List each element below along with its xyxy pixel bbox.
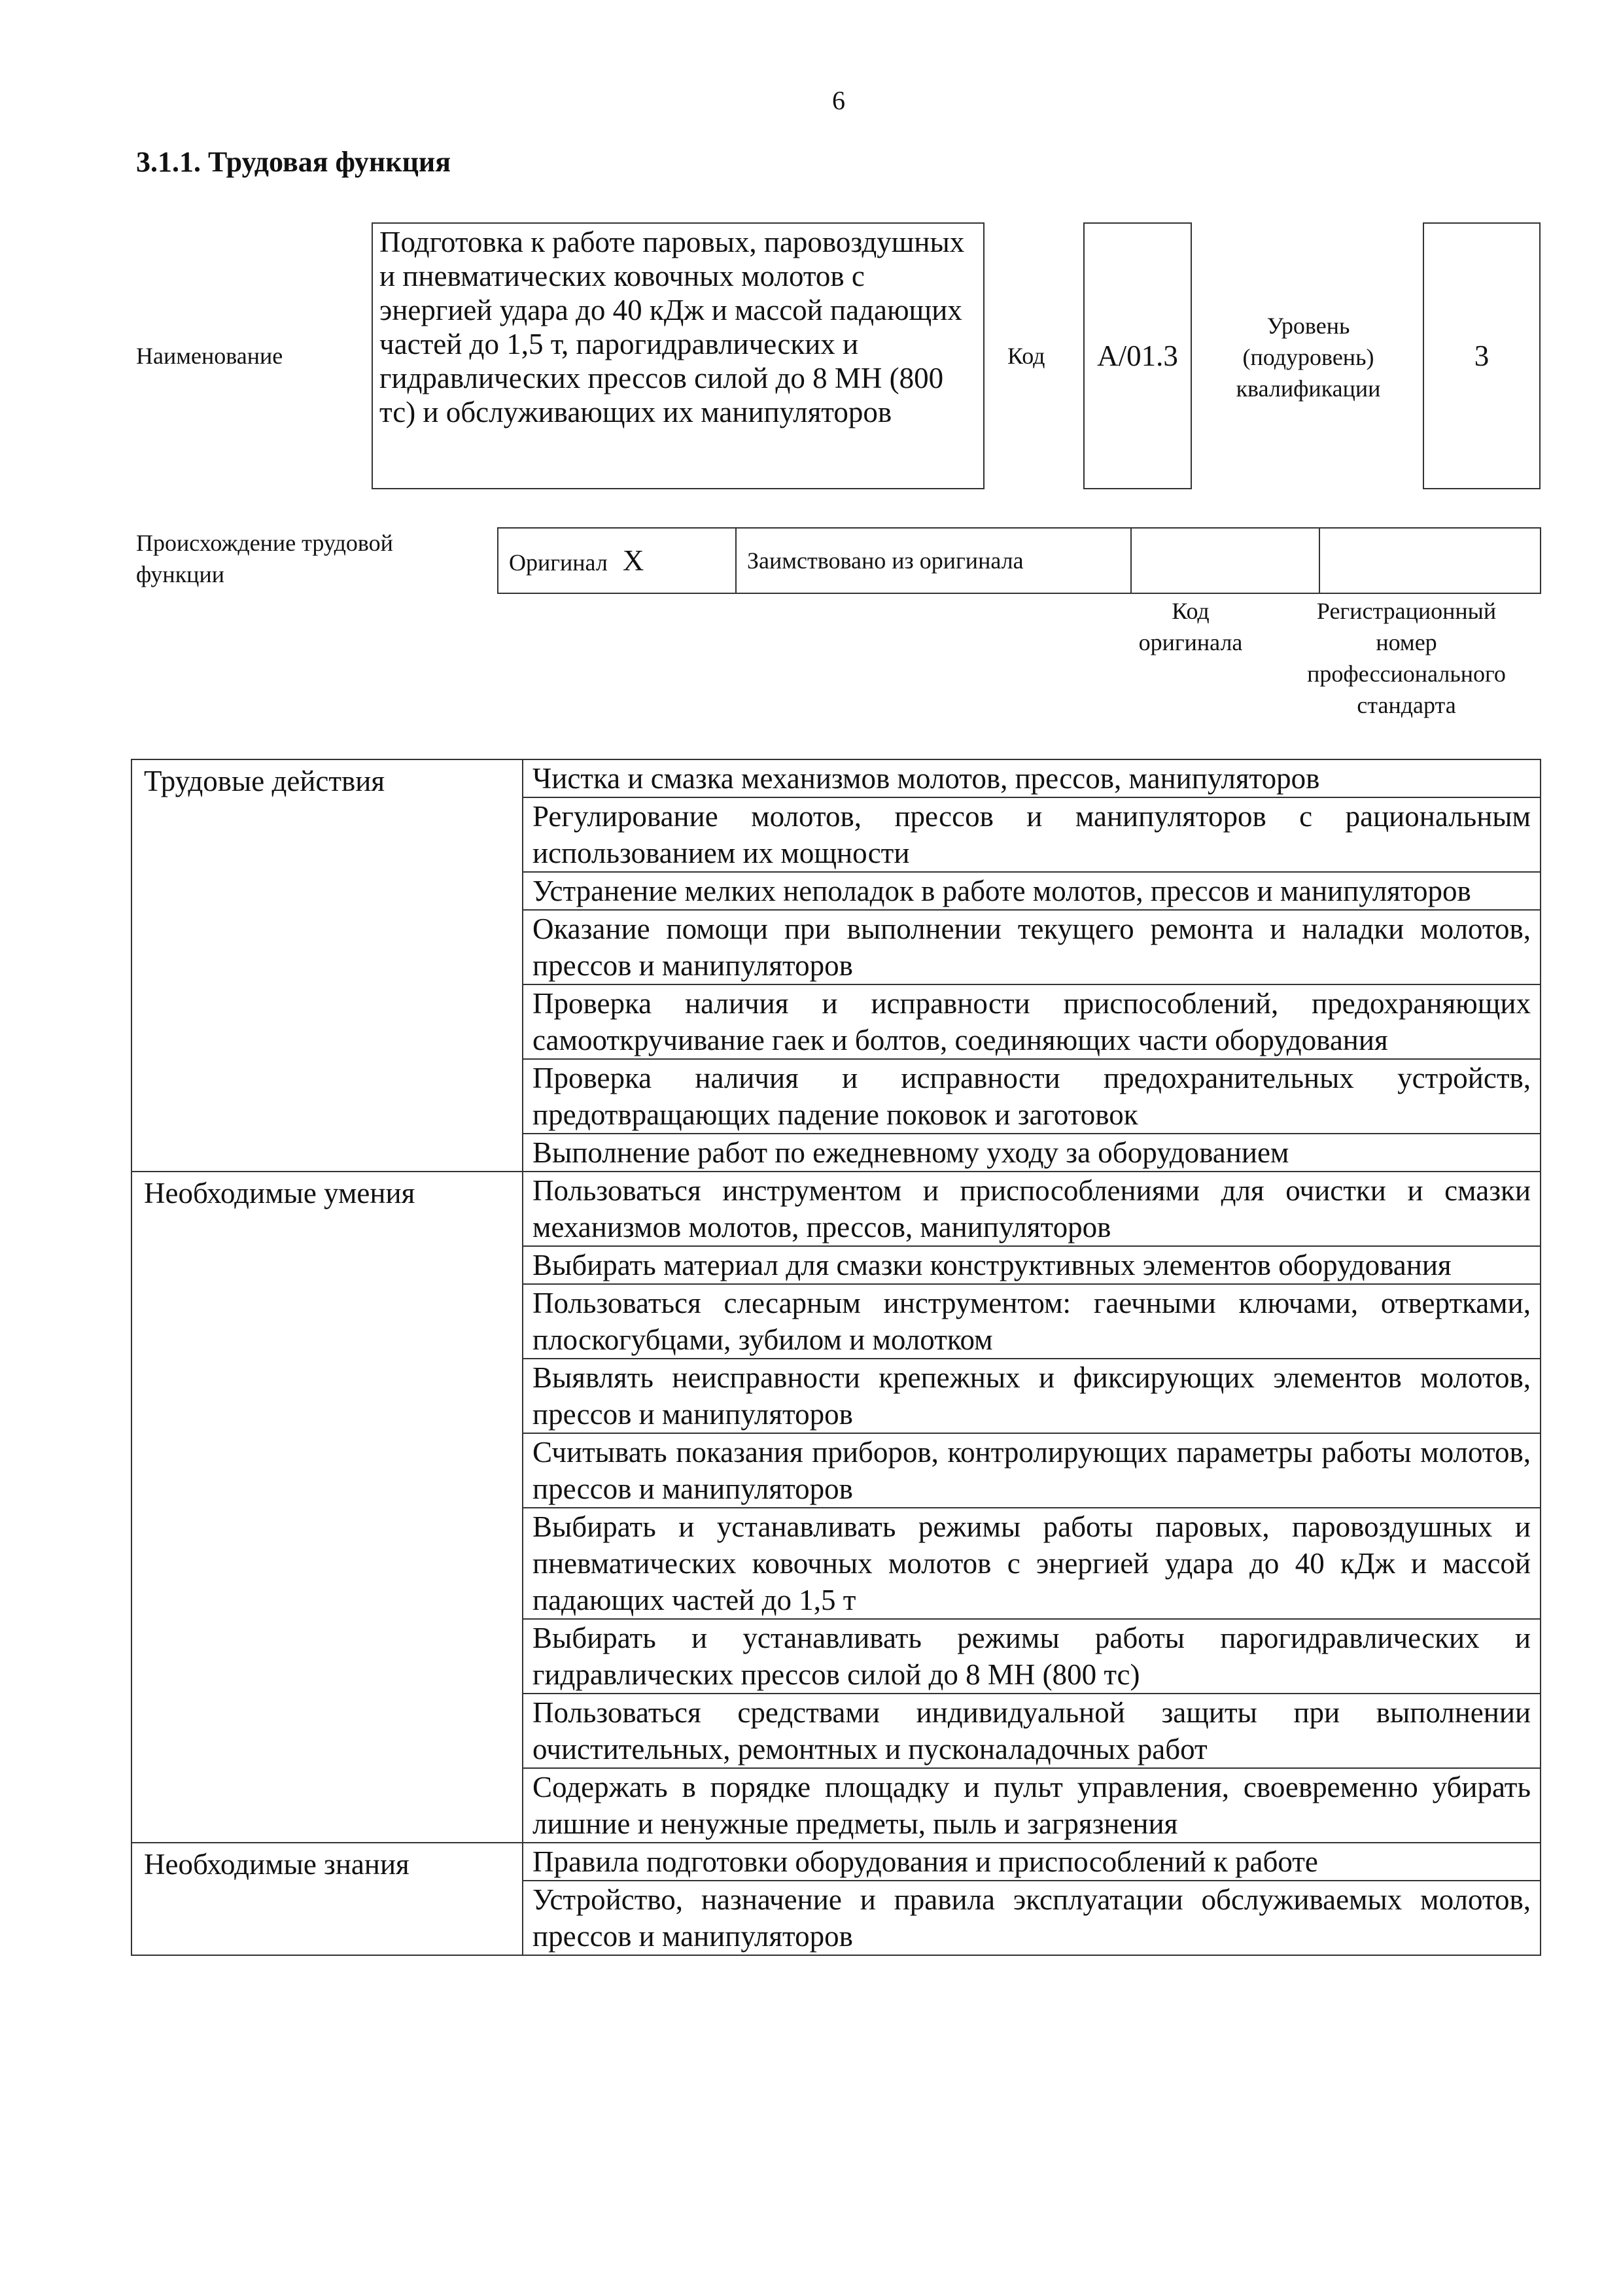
code-value: А/01.3 xyxy=(1097,339,1178,372)
labor-actions-item: Чистка и смазка механизмов молотов, прессов, манипуляторов xyxy=(523,759,1541,797)
original-mark: Х xyxy=(622,544,644,577)
reg-caption-line-3: профессионального xyxy=(1307,661,1506,687)
required-skills-item: Пользоваться слесарным инструментом: гаечными ключами, отвертками, плоскогубцами, зубилом и молотком xyxy=(523,1284,1541,1359)
required-skills-item: Пользоваться инструментом и приспособлениями для очистки и смазки механизмов молотов, прессов, манипуляторов xyxy=(523,1172,1541,1246)
code-label: Код xyxy=(1007,343,1045,369)
level-label-line-3: квалификации xyxy=(1236,375,1381,402)
labor-actions-item: Устранение мелких неполадок в работе молотов, прессов и манипуляторов xyxy=(523,872,1541,910)
labor-actions-item: Выполнение работ по ежедневному уходу за оборудованием xyxy=(523,1134,1541,1172)
required-skills-item: Выбирать и устанавливать режимы работы парогидравлических и гидравлических прессов силой до 8 МН (800 тс) xyxy=(523,1619,1541,1694)
table-row xyxy=(131,759,1541,797)
labor-actions-item: Проверка наличия и исправности приспособлений, предохраняющих самооткручивание гаек и болтов, соединяющих части оборудования xyxy=(523,984,1541,1059)
required-knowledge-item: Устройство, назначение и правила эксплуатации обслуживаемых молотов, прессов и манипуляторов xyxy=(523,1881,1541,1955)
required-skills-item: Считывать показания приборов, контролирующих параметры работы молотов, прессов и манипуляторов xyxy=(523,1433,1541,1508)
labor-actions-item: Проверка наличия и исправности предохранительных устройств, предотвращающих падение поковок и заготовок xyxy=(523,1059,1541,1134)
required-skills-item: Выбирать и устанавливать режимы работы паровых, паровоздушных и пневматических ковочных молотов с энергией удара до 40 кДж и массой падающих частей до 1,5 т xyxy=(523,1508,1541,1619)
required-skills-item: Содержать в порядке площадку и пульт управления, своевременно убирать лишние и ненужные предметы, пыль и загрязнения xyxy=(523,1768,1541,1843)
level-label xyxy=(1217,310,1400,404)
origin-label xyxy=(136,527,393,590)
required-skills-item: Пользоваться средствами индивидуальной защиты при выполнении очистительных, ремонтных и пусконаладочных работ xyxy=(523,1694,1541,1768)
level-value: 3 xyxy=(1474,339,1490,372)
registration-number-caption xyxy=(1276,595,1537,721)
labor-actions-title: Трудовые действия xyxy=(131,759,523,1172)
borrowed-label: Заимствовано из оригинала xyxy=(747,548,1024,574)
registration-number-cell xyxy=(1319,528,1541,593)
labor-actions-item: Оказание помощи при выполнении текущего ремонта и наладки молотов, прессов и манипуляторов xyxy=(523,910,1541,984)
name-label: Наименование xyxy=(136,343,283,369)
origin-label-line-2: функции xyxy=(136,561,224,587)
level-label-line-1: Уровень xyxy=(1266,313,1350,339)
required-knowledge-item: Правила подготовки оборудования и приспособлений к работе xyxy=(523,1843,1541,1881)
required-skills-title: Необходимые умения xyxy=(131,1172,523,1843)
origin-label-line-1: Происхождение трудовой xyxy=(136,530,393,556)
page-number: 6 xyxy=(832,86,845,115)
level-value-box xyxy=(1423,222,1541,489)
competency-table-body xyxy=(131,759,1541,1955)
name-value: Подготовка к работе паровых, паровоздушных и пневматических ковочных молотов с энергией удара до 40 кДж и массой падающих частей до 1,5 т, парогидравлических и гидравлических прессов силой до 8 МН (800 тс) и обслуживающих их манипуляторов xyxy=(379,226,965,428)
reg-caption-line-1: Регистрационный xyxy=(1316,598,1497,624)
table-row xyxy=(131,1843,1541,1881)
reg-caption-line-2: номер xyxy=(1376,629,1437,655)
competency-table xyxy=(131,759,1541,1956)
original-label: Оригинал xyxy=(509,549,608,576)
original-cell xyxy=(498,528,736,593)
code-value-box xyxy=(1083,222,1192,489)
required-skills-item: Выбирать материал для смазки конструктивных элементов оборудования xyxy=(523,1246,1541,1284)
level-label-line-2: (подуровень) xyxy=(1242,344,1374,370)
name-value-box xyxy=(372,222,985,489)
required-skills-item: Выявлять неисправности крепежных и фиксирующих элементов молотов, прессов и манипуляторов xyxy=(523,1359,1541,1433)
section-title: 3.1.1. Трудовая функция xyxy=(136,146,451,178)
original-code-cell xyxy=(1131,528,1319,593)
labor-actions-item: Регулирование молотов, прессов и манипуляторов с рациональным использованием их мощности xyxy=(523,797,1541,872)
original-code-caption xyxy=(1099,595,1282,658)
reg-caption-line-4: стандарта xyxy=(1357,692,1456,718)
origin-table xyxy=(497,527,1541,594)
original-code-caption-line-2: оригинала xyxy=(1138,629,1243,655)
required-knowledge-title: Необходимые знания xyxy=(131,1843,523,1955)
original-code-caption-line-1: Код xyxy=(1172,598,1210,624)
borrowed-cell xyxy=(736,528,1131,593)
table-row xyxy=(131,1172,1541,1246)
